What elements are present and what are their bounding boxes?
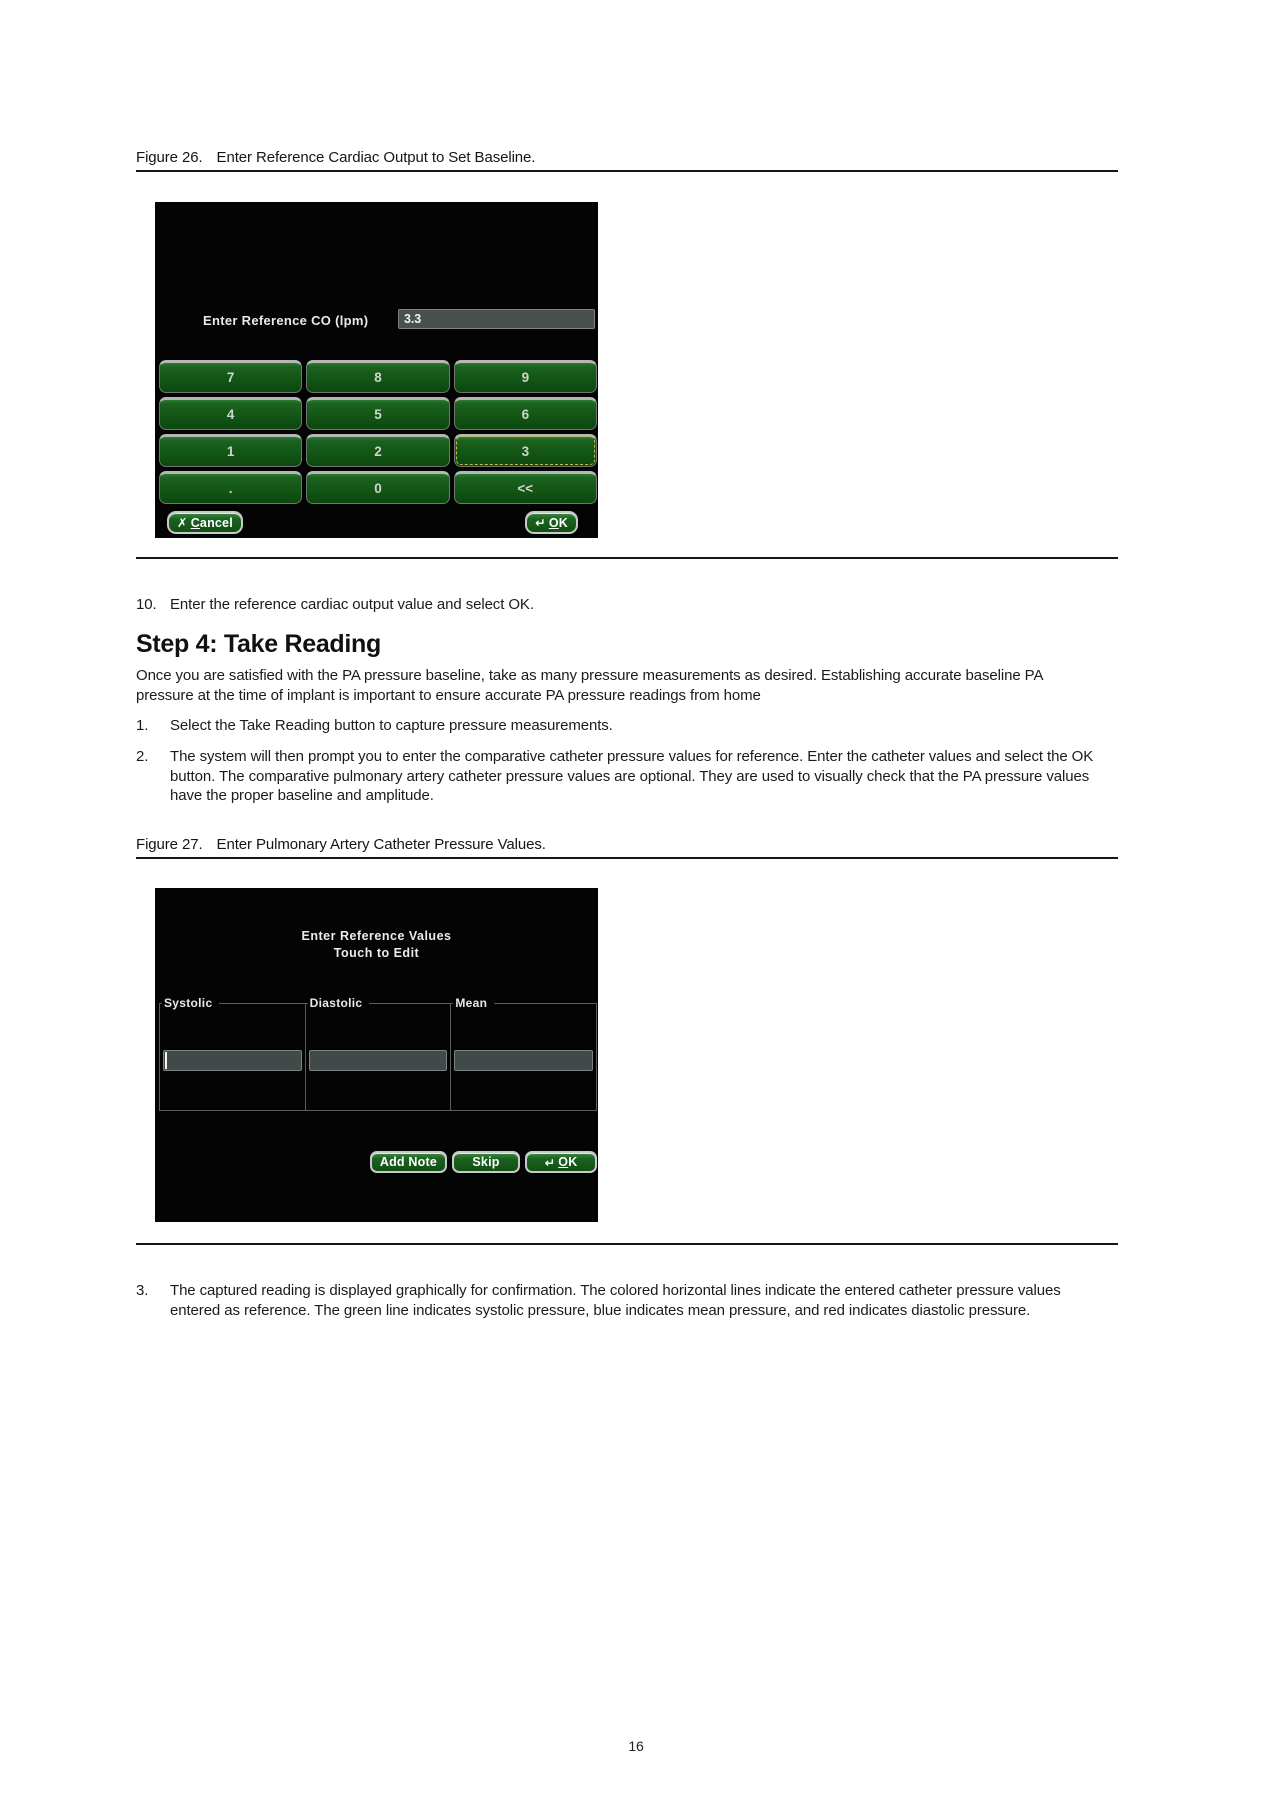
list-text: Select the Take Reading button to capture pressure measurements. [170,717,613,734]
mean-column [450,996,597,1111]
figure26-screenshot [155,202,598,538]
list-text: Enter the reference cardiac output value and select OK. [170,596,534,613]
dialog-buttons [370,1151,597,1173]
systolic-label: Systolic [162,996,219,1010]
skip-button[interactable] [452,1151,520,1173]
ok-button[interactable] [525,1151,597,1173]
mean-input[interactable] [454,1050,593,1071]
list-text: The captured reading is displayed graphically for confirmation. The colored horizontal lines indicate the entered catheter pressure values entered as reference. The green line indicates systolic pressure, blue indicates mean pressure, and red indicates diastolic pressure. [170,1282,1061,1319]
add-note-label: Add Note [379,1155,437,1169]
figure26-caption [136,149,1118,166]
step4-intro: Once you are satisfied with the PA pressure baseline, take as many pressure measurements as desired. Establishing accurate baseline PA pressure at the time of implant is important to ensure accurate PA pressure readings from home [136,667,1043,704]
ok-label: K [568,1155,578,1169]
reference-co-input[interactable] [398,309,595,329]
keypad-key-3[interactable]: 3 [454,434,597,467]
cancel-label: ancel [199,515,233,530]
enter-arrow-icon: ↵ [544,1155,556,1170]
list-number: 1. [136,717,149,734]
cancel-hotkey: C [190,515,200,530]
step4-heading: Step 4: Take Reading [136,630,381,658]
list-number: 2. [136,748,149,765]
keypad-key-decimal[interactable]: . [159,471,302,504]
keypad-key-4[interactable]: 4 [159,397,302,430]
keypad-key-5[interactable]: 5 [306,397,449,430]
reference-values-title-line1: Enter Reference Values [301,929,452,943]
pressure-columns [159,996,597,1111]
list-item-2 [136,747,1102,806]
figure27-caption-label: Figure 27. [136,836,203,853]
figure26-bottom-rule [136,557,1118,559]
diastolic-label: Diastolic [308,996,370,1010]
figure27-caption-rule [136,857,1118,859]
keypad-key-2[interactable]: 2 [306,434,449,467]
figure26-caption-label: Figure 26. [136,149,203,166]
list-text: The system will then prompt you to enter the comparative catheter pressure values for reference. Enter the catheter values and select the OK button. The comparative pulmonary artery catheter pressure values are optional. They are used to visually check that the PA pressure values have the proper baseline and amplitude. [170,748,1094,804]
list-item-1 [136,716,1102,736]
enter-arrow-icon: ↵ [535,516,546,530]
keypad-key-6[interactable]: 6 [454,397,597,430]
cancel-button[interactable] [167,511,243,534]
figure27-bottom-rule [136,1243,1118,1245]
diastolic-input[interactable] [309,1050,448,1071]
ok-label: K [558,515,568,530]
reference-co-label: Enter Reference CO (lpm) [203,313,369,328]
ok-button[interactable] [525,511,578,534]
list-number: 3. [136,1282,149,1299]
page-number: 16 [628,1738,644,1754]
skip-label: Skip [472,1155,500,1169]
reference-values-title-line2: Touch to Edit [333,946,420,960]
systolic-input[interactable] [163,1050,302,1071]
keypad-key-7[interactable]: 7 [159,360,302,393]
list-item-3 [136,1281,1102,1320]
keypad-key-0[interactable]: 0 [306,471,449,504]
keypad-key-backspace[interactable]: << [454,471,597,504]
diastolic-column [305,996,452,1111]
figure26-caption-title: Enter Reference Cardiac Output to Set Baseline. [216,149,536,166]
list-number: 10. [136,596,157,613]
figure27-caption [136,836,1118,853]
mean-label: Mean [453,996,494,1010]
figure26-caption-rule [136,170,1118,172]
ok-hotkey: O [548,515,559,530]
reference-co-value: 3.3 [404,312,422,326]
figure27-screenshot [155,888,598,1222]
reference-values-title [155,928,598,962]
cancel-x-icon: ✗ [177,516,188,530]
figure27-caption-title: Enter Pulmonary Artery Catheter Pressure Values. [216,836,546,853]
list-item-10 [136,595,1102,615]
keypad-key-1[interactable]: 1 [159,434,302,467]
numeric-keypad [159,360,597,504]
add-note-button[interactable] [370,1151,447,1173]
ok-hotkey: O [558,1155,569,1169]
keypad-key-8[interactable]: 8 [306,360,449,393]
systolic-column [159,996,306,1111]
keypad-key-9[interactable]: 9 [454,360,597,393]
